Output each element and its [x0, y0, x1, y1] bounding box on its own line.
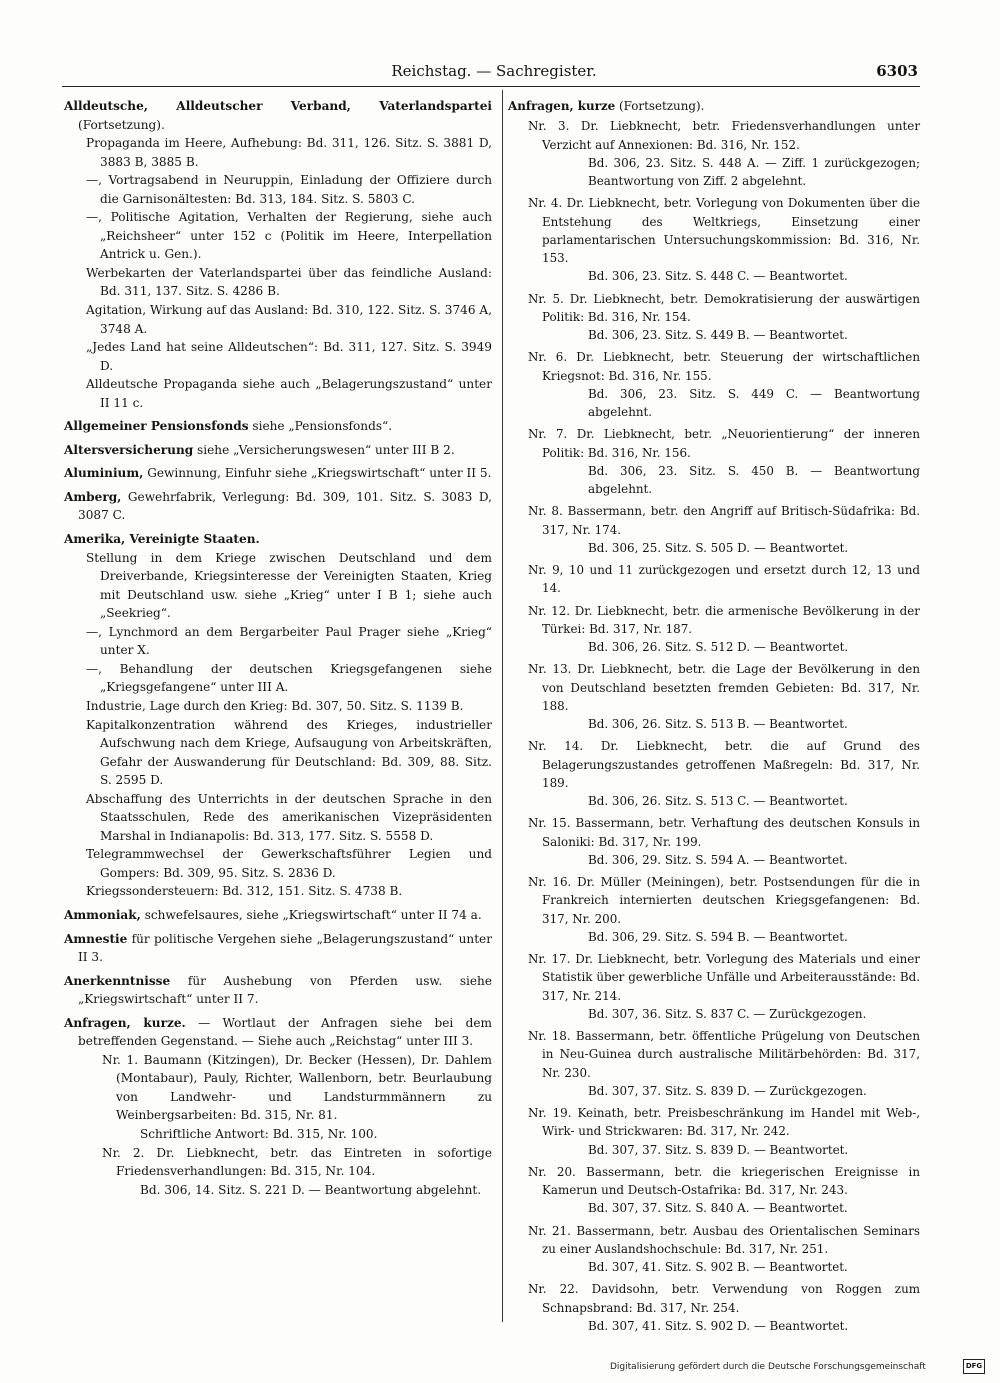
sub-entry: Kriegssondersteuern: Bd. 312, 151. Sitz. S. 4738 B. — [86, 884, 403, 899]
index-entry — [64, 972, 492, 1009]
entry-heading-line — [64, 530, 492, 549]
header-rule — [62, 86, 920, 87]
sub-entry: Abschaffung des Unterrichts in der deutschen Sprache in den Staatsschulen, Rede des amerikanischen Vizepräsidenten Marshal in Indianapolis: Bd. 313, 177. Sitz. S. 5558 D. — [86, 791, 492, 843]
anfrage-text: Nr. 13. Dr. Liebknecht, betr. die Lage der Bevölkerung in den von Deutschland besetzten fremden Gebieten: Bd. 317, Nr. 188. — [528, 662, 920, 713]
entry-heading-line — [64, 488, 492, 525]
sub-entry: —, Vortragsabend in Neuruppin, Einladung der Offiziere durch die Garnisonältesten: Bd. 313, 184. Sitz. S. 5803 C. — [86, 173, 492, 206]
sub-entry: Propaganda im Heere, Aufhebung: Bd. 311, 126. Sitz. S. 3881 D, 3883 B, 3885 B. — [86, 136, 492, 169]
dfg-logo: DFG — [963, 1359, 985, 1374]
entry-heading-line — [64, 464, 492, 483]
index-entry — [64, 464, 492, 483]
anfrage-text: Nr. 21. Bassermann, betr. Ausbau des Orientalischen Seminars zu einer Auslandshochschule: Bd. 317, Nr. 251. — [528, 1223, 920, 1256]
anfrage-result: Bd. 306, 14. Sitz. S. 221 D. — Beantwortung abgelehnt. — [140, 1182, 482, 1197]
entry-heading-rest: für politische Vergehen siehe „Belagerungszustand“ unter II 3. — [78, 931, 492, 965]
anfrage-item: Nr. 1. Baumann (Kitzingen), Dr. Becker (Hessen), Dr. Dahlem (Montabaur), Pauly, Richter, Wallenborn, betr. Beurlaubung von Landwehr- und Landsturmmännern zu Weinbergsarbeiten: Bd. 315, Nr. 81. — [102, 1052, 492, 1123]
sub-entry: Kapitalkonzentration während des Krieges, industrieller Aufschwung nach dem Kriege, Aufsaugung von Arbeitskräften, Gefahr der Auswanderung für Deutschland: Bd. 309, 88. Sitz. S. 2595 D. — [86, 717, 492, 788]
right-column — [508, 97, 920, 1339]
anfrage-result: Bd. 306, 23. Sitz. S. 449 C. — Beantwortung abgelehnt. — [588, 386, 920, 419]
entry-keyword: Alldeutsche, Alldeutscher Verband, Vaterlandspartei — [64, 99, 492, 113]
index-entry — [64, 530, 492, 901]
anfrage-item — [508, 561, 920, 598]
entry-heading-line — [64, 441, 492, 460]
entry-keyword: Amerika, Vereinigte Staaten. — [64, 532, 260, 547]
anfrage-text: Nr. 4. Dr. Liebknecht, betr. Vorlegung von Dokumenten über die Entstehung des Weltkriegs, Einsetzung einer parlamentarischen Untersuchungskommission: Bd. 316, Nr. 153. — [528, 196, 920, 265]
anfrage-text: Nr. 3. Dr. Liebknecht, betr. Friedensverhandlungen unter Verzicht auf Annexionen: Bd. 316, Nr. 152. — [528, 119, 920, 152]
entry-heading-line — [64, 97, 492, 134]
anfrage-result: Bd. 306, 26. Sitz. S. 512 D. — Beantwortet. — [588, 640, 849, 654]
entry-heading-rest: für Aushebung von Pferden usw. siehe „Kriegswirtschaft“ unter II 7. — [78, 973, 492, 1007]
anfrage-item — [508, 737, 920, 810]
anfrage-result: Bd. 306, 23. Sitz. S. 448 A. — Ziff. 1 zurückgezogen; Beantwortung von Ziff. 2 abgelehnt. — [588, 155, 920, 188]
left-column — [64, 97, 492, 1204]
sub-entry: Stellung in dem Kriege zwischen Deutschland und dem Dreiverbande, Kriegsinteresse der Vereinigten Staaten, Krieg mit Deutschland usw. siehe „Krieg“ unter I B 1; siehe auch „Seekrieg“. — [86, 550, 492, 621]
anfrage-result: Bd. 306, 29. Sitz. S. 594 B. — Beantwortet. — [588, 929, 848, 944]
anfrage-item — [508, 290, 920, 345]
entry-heading-rest: Gewehrfabrik, Verlegung: Bd. 309, 101. Sitz. S. 3083 D, 3087 C. — [78, 489, 492, 523]
anfrage-item — [508, 117, 920, 190]
sub-entry: —, Behandlung der deutschen Kriegsgefangenen siehe „Kriegsgefangene“ unter III A. — [86, 661, 492, 695]
anfrage-item — [508, 1222, 920, 1277]
entry-intro-text: — Wortlaut der Anfragen siehe bei dem betreffenden Gegenstand. — Siehe auch „Reichstag“ unter III 3. — [78, 1015, 492, 1049]
entry-heading-line — [64, 1014, 492, 1051]
sub-entry: —, Lynchmord an dem Bergarbeiter Paul Prager siehe „Krieg“ unter X. — [86, 624, 492, 658]
entry-keyword: Anfragen, kurze — [508, 99, 616, 113]
anfrage-item — [508, 348, 920, 421]
sub-entry: —, Politische Agitation, Verhalten der Regierung, siehe auch „Reichsheer“ unter 152 c (Politik im Heere, Interpellation Antrick u. Gen.). — [86, 210, 492, 262]
entry-heading-rest: Gewinnung, Einfuhr siehe „Kriegswirtschaft“ unter II 5. — [143, 466, 492, 481]
entry-keyword: Allgemeiner Pensionsfonds — [64, 419, 249, 434]
anfrage-result: Bd. 307, 37. Sitz. S. 839 D. — Zurückgezogen. — [588, 1083, 867, 1098]
anfrage-text: Nr. 18. Bassermann, betr. öffentliche Prügelung von Deutschen in Neu-Guinea durch australische Militärbehörden: Bd. 317, Nr. 230. — [528, 1029, 920, 1080]
anfrage-text: Nr. 19. Keinath, betr. Preisbeschränkung im Handel mit Web-, Wirk- und Strickwaren: Bd. 317, Nr. 242. — [528, 1106, 920, 1139]
index-entry — [64, 441, 492, 460]
index-entry — [64, 930, 492, 967]
entry-keyword: Amberg, — [64, 489, 122, 504]
anfrage-result: Bd. 306, 25. Sitz. S. 505 D. — Beantwortet. — [588, 540, 849, 555]
entry-keyword: Ammoniak, — [64, 907, 141, 922]
entry-keyword: Altersversicherung — [64, 442, 194, 457]
index-entry — [64, 97, 492, 412]
entry-heading-line — [64, 906, 492, 925]
anfrage-result: Bd. 307, 37. Sitz. S. 840 A. — Beantwortet. — [588, 1201, 848, 1216]
entry-keyword: Anerkenntnisse — [64, 973, 171, 988]
anfrage-text: Nr. 5. Dr. Liebknecht, betr. Demokratisierung der auswärtigen Politik: Bd. 316, Nr. 154. — [528, 291, 920, 324]
anfrage-result: Bd. 306, 23. Sitz. S. 448 C. — Beantwortet. — [588, 269, 848, 284]
anfrage-item — [508, 1104, 920, 1159]
page-number: 6303 — [876, 62, 918, 80]
anfrage-item — [508, 1027, 920, 1100]
entry-heading-rest: siehe „Pensionsfonds“. — [248, 419, 393, 434]
entry-heading-rest: schwefelsaures, siehe „Kriegswirtschaft“ unter II 74 a. — [140, 907, 482, 922]
anfrage-result: Bd. 307, 41. Sitz. S. 902 B. — Beantwortet. — [588, 1260, 848, 1274]
anfrage-result: Bd. 306, 29. Sitz. S. 594 A. — Beantwortet. — [588, 852, 848, 867]
entry-heading-rest: siehe „Versicherungswesen“ unter III B 2. — [193, 442, 455, 457]
anfrage-item — [508, 194, 920, 285]
entry-keyword: Aluminium, — [64, 466, 144, 481]
anfrage-text: Nr. 20. Bassermann, betr. die kriegerischen Ereignisse in Kamerun und Deutsch-Ostafrika: Bd. 317, Nr. 243. — [528, 1164, 920, 1197]
anfrage-text: Nr. 14. Dr. Liebknecht, betr. die auf Grund des Belagerungszustandes getroffenen Maßregeln: Bd. 317, Nr. 189. — [528, 739, 920, 790]
anfrage-item — [508, 873, 920, 946]
index-entry — [64, 906, 492, 925]
anfrage-item — [508, 660, 920, 733]
anfrage-item — [508, 814, 920, 869]
entry-keyword: Amnestie — [64, 931, 128, 946]
anfrage-text: Nr. 8. Bassermann, betr. den Angriff auf Britisch-Südafrika: Bd. 317, Nr. 174. — [528, 504, 920, 537]
anfrage-item — [508, 602, 920, 657]
sub-entry: Industrie, Lage durch den Krieg: Bd. 307, 50. Sitz. S. 1139 B. — [86, 698, 464, 713]
anfrage-text: Nr. 9, 10 und 11 zurückgezogen und ersetzt durch 12, 13 und 14. — [528, 563, 920, 596]
index-entry-anfragen — [64, 1014, 492, 1199]
anfrage-result: Bd. 306, 23. Sitz. S. 449 B. — Beantwortet. — [588, 328, 848, 342]
anfrage-text: Nr. 22. Davidsohn, betr. Verwendung von Roggen zum Schnapsbrand: Bd. 317, Nr. 254. — [528, 1282, 920, 1315]
sub-entry: Werbekarten der Vaterlandspartei über das feindliche Ausland: Bd. 311, 137. Sitz. S. 4286 B. — [86, 265, 492, 299]
anfrage-item — [508, 425, 920, 498]
sub-entry: Telegrammwechsel der Gewerkschaftsführer Legien und Gompers: Bd. 309, 95. Sitz. S. 2836 D. — [86, 847, 492, 880]
anfrage-result: Schriftliche Antwort: Bd. 315, Nr. 100. — [140, 1126, 378, 1141]
index-entry — [64, 488, 492, 525]
anfrage-text: Nr. 7. Dr. Liebknecht, betr. „Neuorientierung“ der inneren Politik: Bd. 316, Nr. 156. — [528, 427, 920, 460]
entry-heading-line — [64, 417, 492, 436]
entry-keyword: Anfragen, kurze. — [64, 1015, 186, 1030]
sub-entry: „Jedes Land hat seine Alldeutschen“: Bd. 311, 127. Sitz. S. 3949 D. — [86, 340, 492, 373]
index-entry — [64, 417, 492, 436]
sub-entry: Alldeutsche Propaganda siehe auch „Belagerungszustand“ unter II 11 c. — [86, 377, 492, 410]
entry-heading-rest: (Fortsetzung). — [78, 117, 165, 132]
sub-entry: Agitation, Wirkung auf das Ausland: Bd. 310, 122. Sitz. S. 3746 A, 3748 A. — [86, 303, 492, 336]
entry-heading-rest: (Fortsetzung). — [615, 99, 705, 113]
anfrage-result: Bd. 307, 36. Sitz. S. 837 C. — Zurückgezogen. — [588, 1006, 867, 1021]
anfrage-item — [508, 1280, 920, 1335]
entry-heading-line — [64, 972, 492, 1009]
anfrage-item: Nr. 2. Dr. Liebknecht, betr. das Eintreten in sofortige Friedensverhandlungen: Bd. 315, Nr. 104. — [102, 1145, 492, 1179]
anfrage-result: Bd. 307, 41. Sitz. S. 902 D. — Beantwortet. — [588, 1318, 849, 1333]
anfrage-result: Bd. 306, 26. Sitz. S. 513 C. — Beantwortet. — [588, 794, 848, 808]
anfrage-text: Nr. 17. Dr. Liebknecht, betr. Vorlegung des Materials und einer Statistik über gewerbliche Unfälle und Arbeiterausstände: Bd. 317, Nr. 214. — [528, 952, 920, 1003]
anfrage-item — [508, 950, 920, 1023]
anfrage-item — [508, 502, 920, 557]
running-title: Reichstag. — Sachregister. — [391, 62, 597, 80]
digitization-credit: Digitalisierung gefördert durch die Deutsche Forschungsgemeinschaft — [610, 1362, 926, 1372]
anfrage-result: Bd. 306, 26. Sitz. S. 513 B. — Beantwortet. — [588, 717, 848, 731]
anfrage-result: Bd. 307, 37. Sitz. S. 839 D. — Beantwortet. — [588, 1142, 849, 1157]
anfrage-text: Nr. 15. Bassermann, betr. Verhaftung des deutschen Konsuls in Saloniki: Bd. 317, Nr. 199. — [528, 816, 920, 849]
entry-heading-line — [508, 97, 920, 115]
anfrage-text: Nr. 12. Dr. Liebknecht, betr. die armenische Bevölkerung in der Türkei: Bd. 317, Nr. 187. — [528, 603, 920, 636]
page-header — [70, 62, 918, 86]
column-divider — [502, 90, 503, 1322]
entry-heading-line — [64, 930, 492, 967]
anfrage-item — [508, 1163, 920, 1218]
anfrage-result: Bd. 306, 23. Sitz. S. 450 B. — Beantwortung abgelehnt. — [588, 463, 920, 496]
anfrage-text: Nr. 16. Dr. Müller (Meiningen), betr. Postsendungen für die in Frankreich internierten deutschen Kriegsgefangenen: Bd. 317, Nr. 200. — [528, 875, 920, 926]
anfrage-text: Nr. 6. Dr. Liebknecht, betr. Steuerung der wirtschaftlichen Kriegsnot: Bd. 316, Nr. 155. — [528, 350, 920, 383]
